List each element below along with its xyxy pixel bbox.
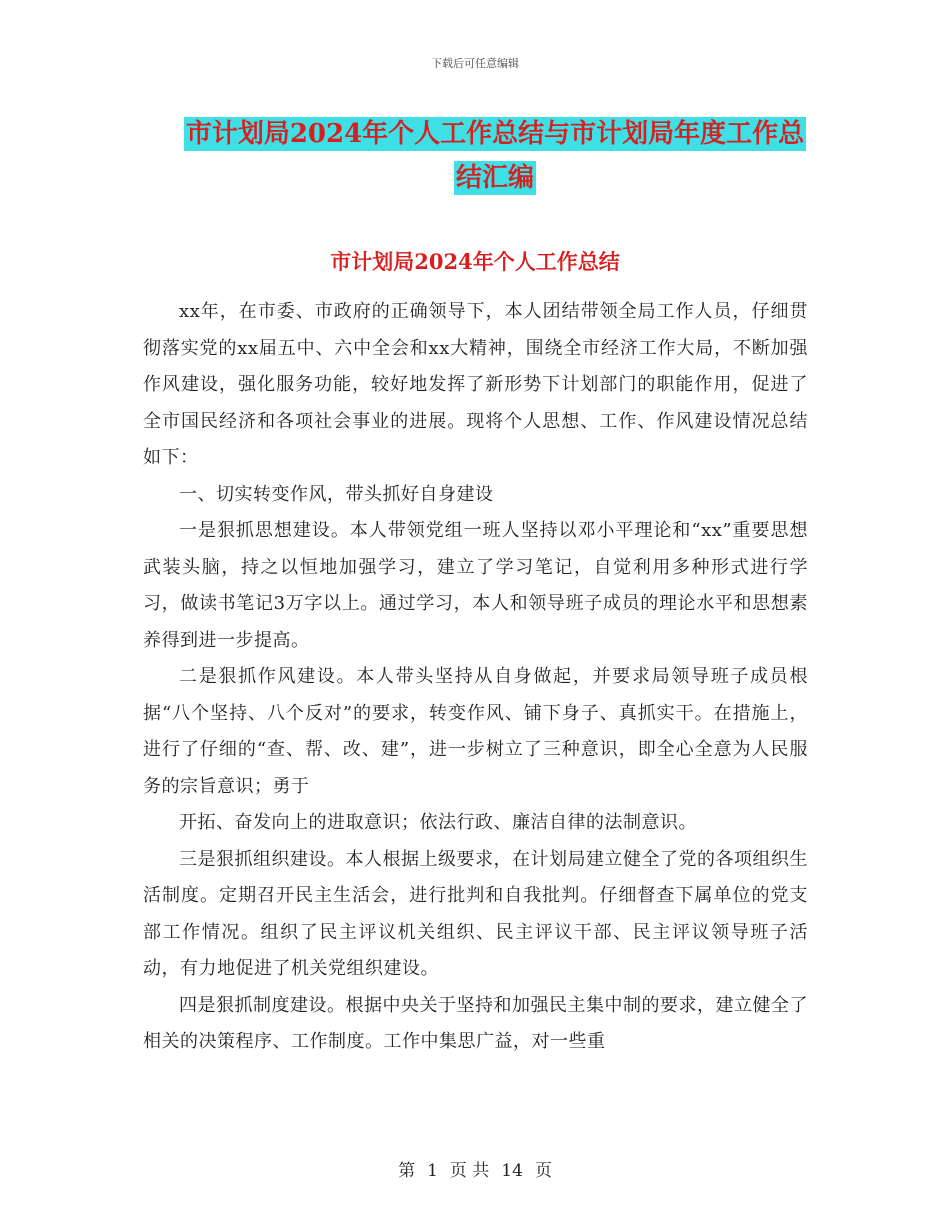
- page-footer: [0, 1156, 950, 1181]
- paragraph: 四是狠抓制度建设。根据中央关于坚持和加强民主集中制的要求，建立健全了相关的决策程序、工作制度。工作中集思广益，对一些重: [143, 994, 808, 1052]
- section-title: 市计划局2024年个人工作总结: [330, 249, 620, 274]
- document-title: [145, 112, 845, 200]
- header-note: 下载后可任意编辑: [431, 57, 519, 70]
- footer-middle: 页 共: [449, 1161, 490, 1181]
- title-line-1: 市计划局2024年个人工作总结与市计划局年度工作总: [185, 119, 805, 149]
- footer-page-number: 1: [427, 1161, 438, 1181]
- paragraph: 一、切实转变作风，带头抓好自身建设: [179, 483, 494, 505]
- footer-total-pages: 14: [501, 1161, 523, 1181]
- paragraph: 三是狠抓组织建设。本人根据上级要求，在计划局建立健全了党的各项组织生活制度。定期召开民主生活会，进行批判和自我批判。仔细督查下属单位的党支部工作情况。组织了民主评议机关组织、民主评议干部、民主评议领导班子活动，有力地促进了机关党组织建设。: [143, 848, 808, 979]
- paragraph: 二是狠抓作风建设。本人带头坚持从自身做起，并要求局领导班子成员根据“八个坚持、八个反对”的要求，转变作风、铺下身子、真抓实干。在措施上，进行了仔细的“查、帮、改、建”，进一步树立了三种意识，即全心全意为人民服务的宗旨意识；勇于: [143, 666, 808, 797]
- title-line-2: 结汇编: [455, 163, 534, 193]
- paragraph: xx年，在市委、市政府的正确领导下，本人团结带领全局工作人员，仔细贯彻落实党的xx届五中、六中全会和xx大精神，围绕全市经济工作大局，不断加强作风建设，强化服务功能，较好地发挥了新形势下计划部门的职能作用，促进了全市国民经济和各项社会事业的进展。现将个人思想、工作、作风建设情况总结如下：: [143, 301, 808, 468]
- document-body: [143, 294, 808, 1061]
- footer-prefix: 第: [398, 1161, 416, 1181]
- paragraph: 一是狠抓思想建设。本人带领党组一班人坚持以邓小平理论和“xx”重要思想武装头脑，持之以恒地加强学习，建立了学习笔记，自觉利用多种形式进行学习，做读书笔记3万字以上。通过学习，本人和领导班子成员的理论水平和思想素养得到进一步提高。: [143, 520, 808, 651]
- paragraph: 开拓、奋发向上的进取意识；依法行政、廉洁自律的法制意识。: [179, 812, 697, 833]
- footer-suffix: 页: [534, 1161, 552, 1181]
